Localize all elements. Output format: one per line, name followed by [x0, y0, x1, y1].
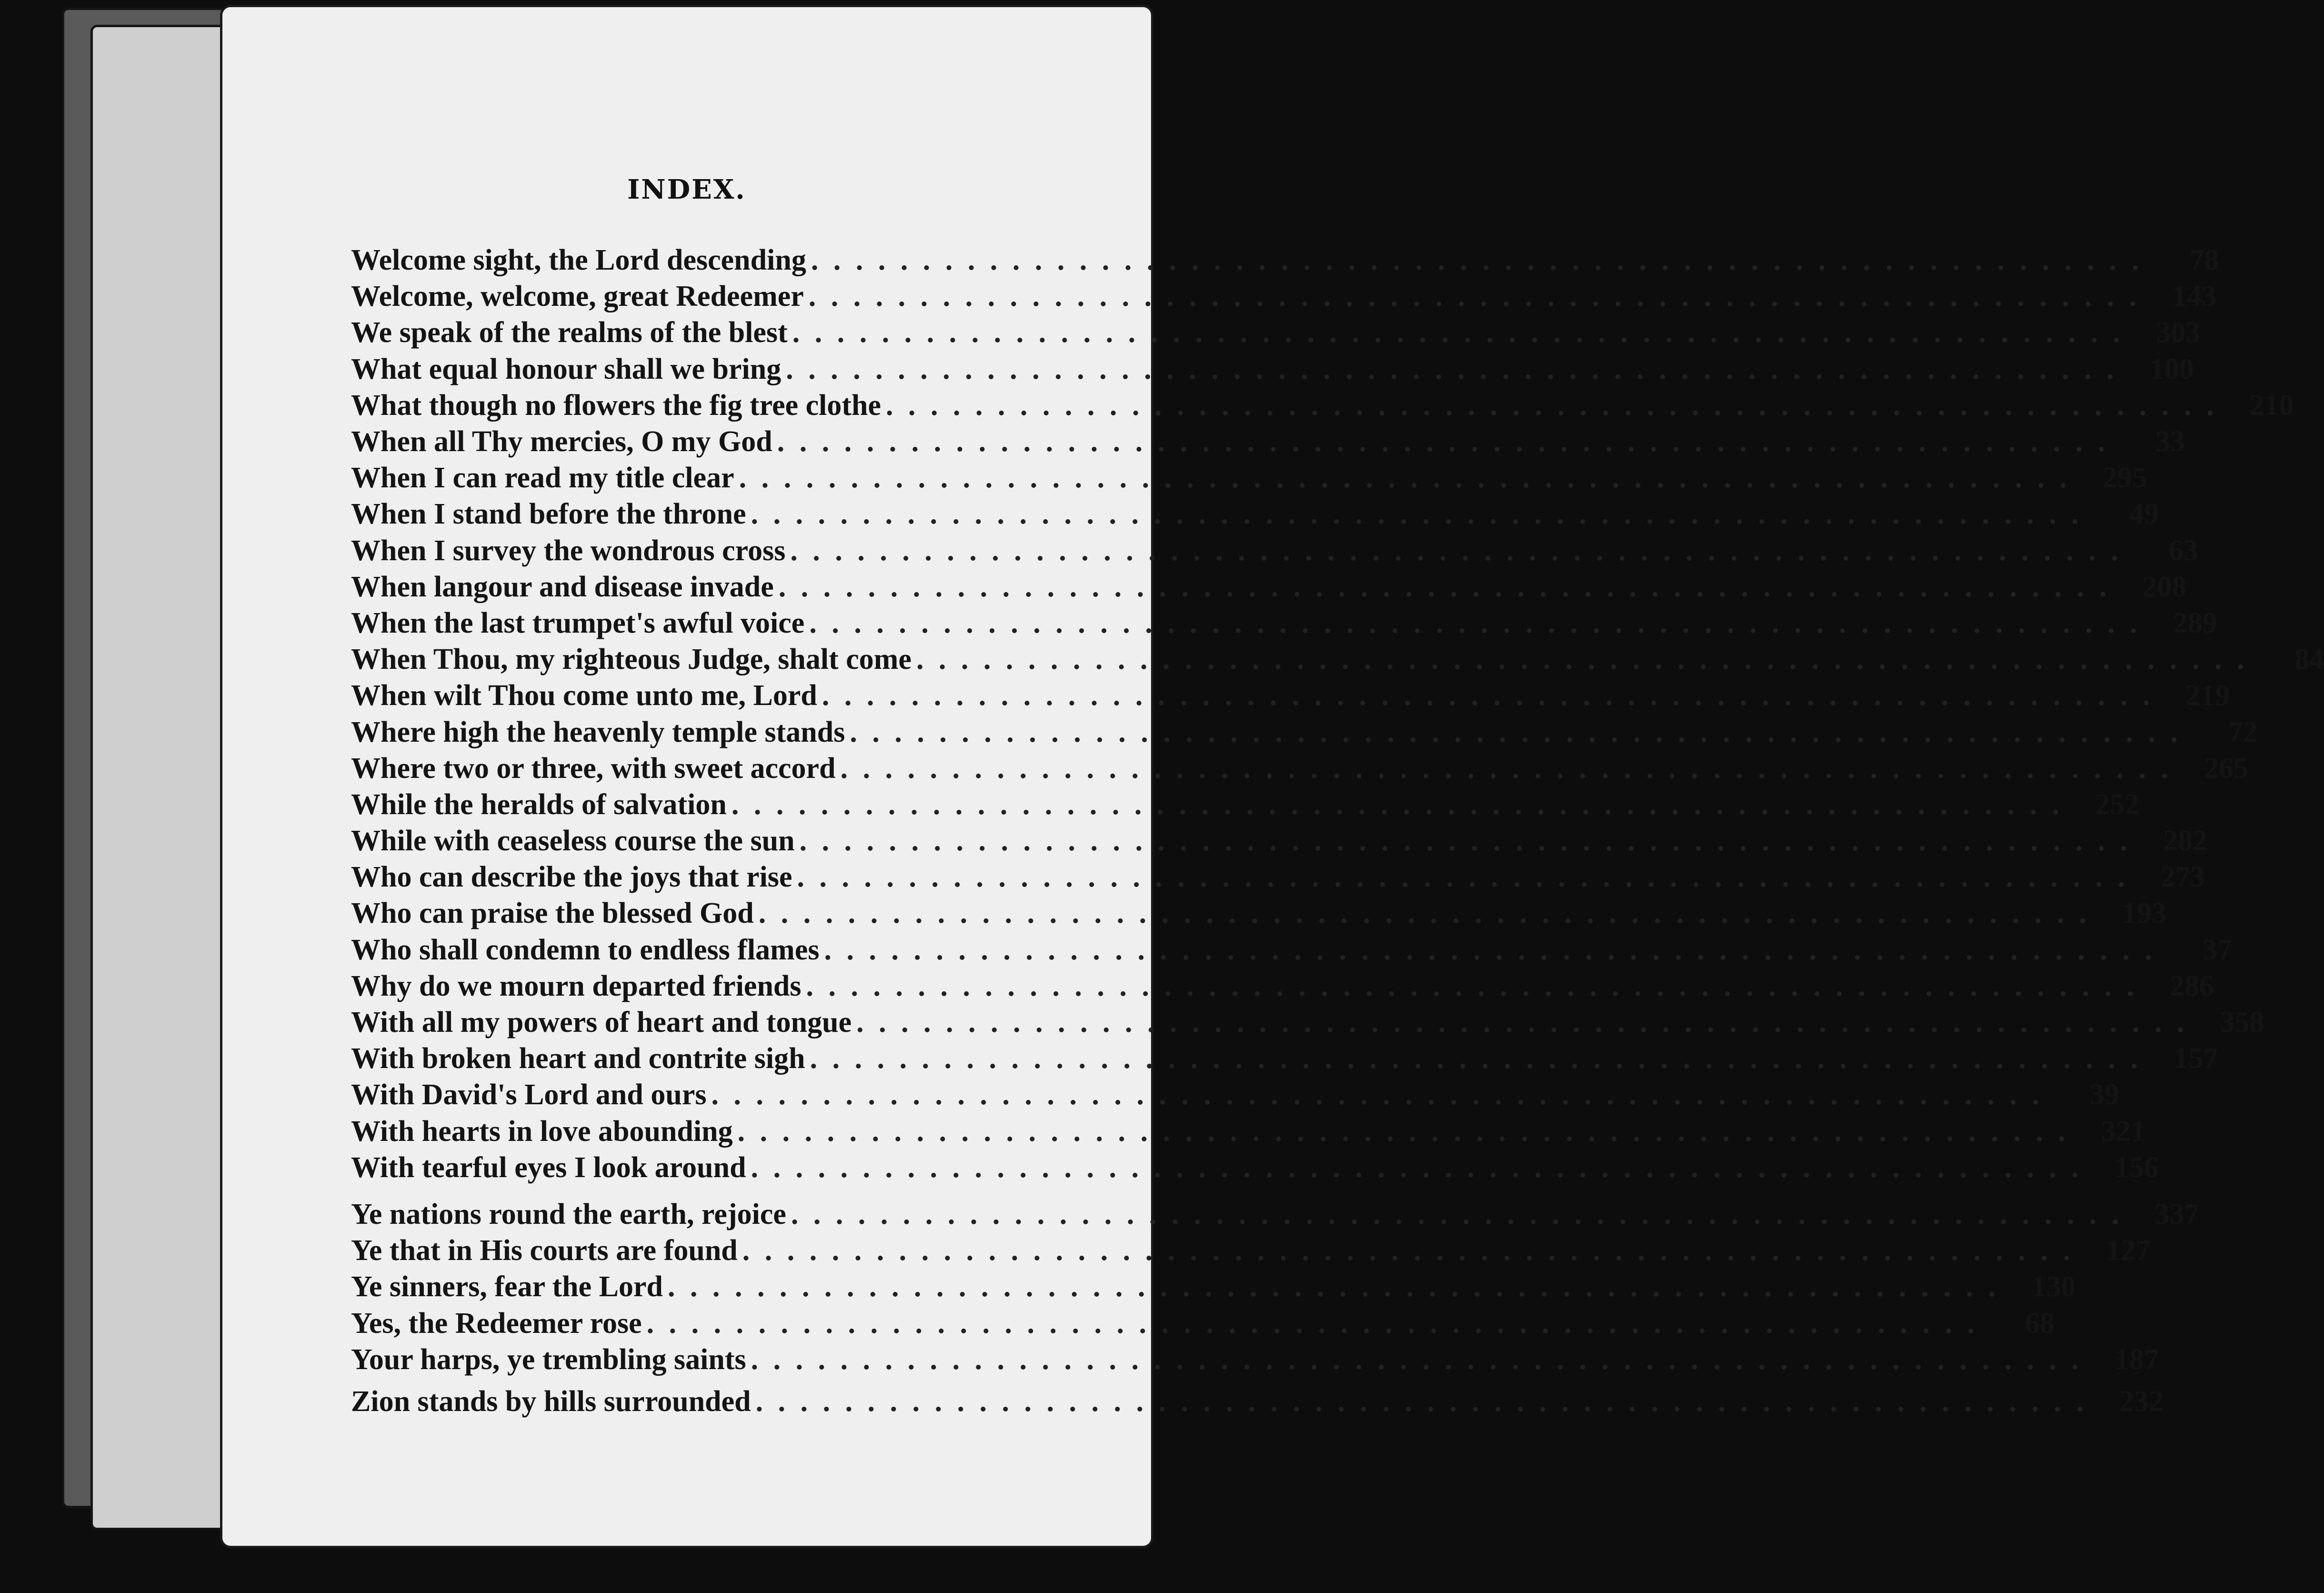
- hymn-first-line: When all Thy mercies, O my God: [351, 425, 772, 458]
- hymn-first-line: While the heralds of salvation: [351, 788, 727, 821]
- dot-leader: [727, 790, 2068, 819]
- dot-leader: [912, 645, 2253, 674]
- page-number: 358: [2220, 1006, 2264, 1039]
- page-number: 157: [2174, 1042, 2218, 1075]
- page-number: 303: [2156, 316, 2201, 349]
- index-entry: [351, 714, 2258, 750]
- hymn-first-line: With tearful eyes I look around: [351, 1151, 746, 1184]
- index-entry: [351, 605, 2217, 641]
- index-entry: [351, 1383, 2164, 1420]
- index-entry: [351, 786, 2140, 823]
- hymn-first-line: What though no flowers the fig tree clothe: [351, 389, 882, 422]
- dot-leader: [851, 1008, 2193, 1037]
- page-number: 37: [2202, 933, 2232, 966]
- hymn-first-line: Zion stands by hills surrounded: [351, 1385, 751, 1418]
- dot-leader: [754, 898, 2095, 928]
- dot-leader: [746, 1345, 2088, 1374]
- page-title: INDEX.: [627, 174, 746, 205]
- page-number: 289: [2173, 606, 2217, 639]
- dot-leader: [781, 354, 2123, 384]
- hymn-first-line: With hearts in love abounding: [351, 1115, 733, 1148]
- hymn-first-line: Welcome, welcome, great Redeemer: [351, 280, 804, 313]
- hymn-first-line: When langour and disease invade: [351, 570, 774, 603]
- dot-leader: [795, 826, 2136, 856]
- index-entry: [351, 1004, 2264, 1040]
- dot-leader: [804, 608, 2146, 638]
- hymn-first-line: Ye nations round the earth, rejoice: [351, 1198, 786, 1230]
- dot-leader: [663, 1272, 2004, 1301]
- page-number: 72: [2228, 716, 2258, 748]
- dot-leader: [642, 1309, 1983, 1338]
- dot-leader: [707, 1080, 2048, 1109]
- hymn-first-line: When I stand before the throne: [351, 498, 746, 531]
- index-entry: [351, 641, 2324, 677]
- index-entry: [351, 1113, 2146, 1149]
- index-entry: [351, 423, 2185, 460]
- group-spacer: [351, 1186, 1161, 1196]
- dot-leader: [845, 717, 2186, 747]
- hymn-first-line: Ye that in His courts are found: [351, 1234, 738, 1267]
- index-entry: [351, 496, 2159, 532]
- dot-leader: [785, 536, 2127, 565]
- index-entry: [351, 677, 2230, 714]
- hymn-first-line: With all my powers of heart and tongue: [351, 1006, 852, 1039]
- hymn-first-line: When Thou, my righteous Judge, shalt come: [351, 643, 912, 676]
- dot-leader: [817, 681, 2159, 710]
- page-number: 78: [2189, 244, 2219, 277]
- index-entry: [351, 278, 2217, 314]
- page-number: 210: [2249, 389, 2294, 422]
- dot-leader: [772, 427, 2114, 456]
- dot-leader: [881, 391, 2223, 420]
- page-number: 100: [2149, 353, 2194, 385]
- page-number: 282: [2163, 825, 2208, 857]
- hymn-first-line: When the last trumpet's awful voice: [351, 606, 805, 639]
- hymn-first-line: Where high the heavenly temple stands: [351, 716, 845, 748]
- index-list: [351, 242, 2324, 1420]
- hymn-first-line: Yes, the Redeemer rose: [351, 1307, 642, 1340]
- page-number: 252: [2095, 788, 2140, 821]
- index-entry: [351, 895, 2167, 931]
- dot-leader: [805, 1044, 2147, 1073]
- index-entry: [351, 1269, 2076, 1305]
- dot-leader: [734, 463, 2076, 493]
- hymn-first-line: Who can praise the blessed God: [351, 897, 754, 930]
- dot-leader: [774, 572, 2115, 602]
- index-entry: [351, 1196, 2199, 1232]
- page-number: 219: [2185, 679, 2230, 712]
- hymn-first-line: Who can describe the joys that rise: [351, 861, 792, 894]
- page-number: 130: [2031, 1270, 2076, 1303]
- index-entry: [351, 968, 2214, 1004]
- hymn-first-line: We speak of the realms of the blest: [351, 316, 788, 349]
- dot-leader: [751, 1387, 2093, 1416]
- index-entry: [351, 351, 2194, 387]
- hymn-first-line: When I survey the wondrous cross: [351, 534, 786, 567]
- page-number: 143: [2172, 280, 2217, 313]
- index-entry: [351, 823, 2208, 859]
- index-entry: [351, 1149, 2159, 1186]
- page-number: 187: [2114, 1343, 2159, 1376]
- dot-leader: [746, 499, 2088, 529]
- index-entry: [351, 242, 2219, 278]
- page-number: 265: [2204, 752, 2249, 785]
- dot-leader: [733, 1117, 2074, 1146]
- page-number: 232: [2119, 1385, 2164, 1418]
- hymn-first-line: With broken heart and contrite sigh: [351, 1042, 805, 1075]
- hymn-first-line: Ye sinners, fear the Lord: [351, 1270, 663, 1303]
- dot-leader: [738, 1236, 2079, 1265]
- index-page: [220, 5, 2324, 1548]
- index-entry: [351, 1040, 2218, 1077]
- dot-leader: [806, 245, 2148, 275]
- page-number: 193: [2122, 897, 2167, 930]
- index-entry: [351, 1341, 2159, 1378]
- dot-leader: [819, 935, 2161, 965]
- page-number: 63: [2168, 534, 2198, 567]
- index-entry: [351, 387, 2294, 423]
- dot-leader: [786, 1200, 2128, 1229]
- dot-leader: [801, 971, 2143, 1001]
- page-number: 68: [2025, 1307, 2055, 1340]
- dot-leader: [792, 862, 2134, 892]
- hymn-first-line: When I can read my title clear: [351, 462, 734, 494]
- index-entry: [351, 750, 2249, 786]
- dot-leader: [804, 282, 2145, 311]
- hymn-first-line: Your harps, ye trembling saints: [351, 1343, 746, 1376]
- hymn-first-line: Where two or three, with sweet accord: [351, 752, 836, 785]
- page-number: 39: [2090, 1079, 2120, 1111]
- page-number: 156: [2114, 1151, 2159, 1184]
- index-entry: [351, 1077, 2120, 1113]
- page-number: 127: [2106, 1234, 2151, 1267]
- hymn-first-line: Why do we mourn departed friends: [351, 969, 801, 1002]
- index-entry: [351, 460, 2147, 496]
- page-number: 33: [2155, 425, 2185, 458]
- index-entry: [351, 932, 2232, 968]
- page-number: 295: [2103, 462, 2147, 494]
- index-entry: [351, 1305, 2055, 1341]
- hymn-first-line: While with ceaseless course the sun: [351, 825, 795, 857]
- hymn-first-line: Who shall condemn to endless flames: [351, 933, 820, 966]
- hymn-first-line: When wilt Thou come unto me, Lord: [351, 679, 817, 712]
- index-entry: [351, 1232, 2151, 1269]
- page-number: 208: [2142, 570, 2187, 603]
- dot-leader: [788, 318, 2129, 347]
- index-entry: [351, 569, 2187, 605]
- page-number: 337: [2154, 1198, 2199, 1230]
- index-entry: [351, 314, 2201, 351]
- page-number: 286: [2170, 969, 2214, 1002]
- group-spacer: [351, 1378, 1161, 1383]
- page-number: 49: [2129, 498, 2159, 531]
- index-entry: [351, 859, 2205, 895]
- hymn-first-line: With David's Lord and ours: [351, 1079, 707, 1111]
- page-number: 321: [2101, 1115, 2146, 1148]
- hymn-first-line: What equal honour shall we bring: [351, 353, 781, 385]
- page-number: 273: [2160, 861, 2205, 894]
- dot-leader: [836, 754, 2177, 783]
- hymn-first-line: Welcome sight, the Lord descending: [351, 244, 806, 277]
- page-number: 84: [2294, 643, 2324, 676]
- dot-leader: [746, 1153, 2088, 1182]
- index-entry: [351, 533, 2198, 569]
